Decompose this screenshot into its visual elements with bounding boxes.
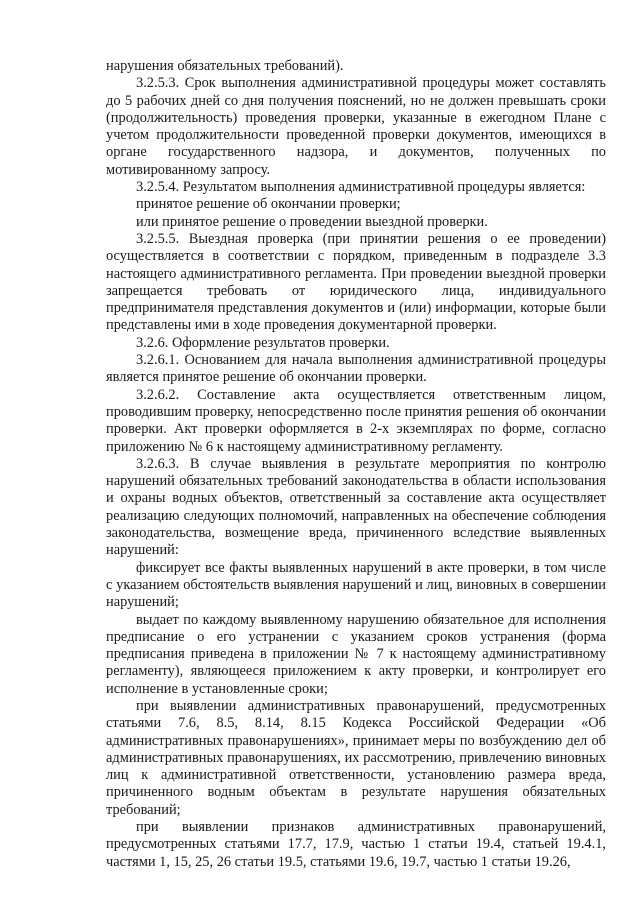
paragraph: или принятое решение о проведении выездной проверки. <box>136 213 488 230</box>
paragraph: 3.2.5.4. Результатом выполнения административной процедуры является: <box>136 179 586 196</box>
paragraph: 3.2.5.3. Срок выполнения административной процедуры может составлять до 5 рабочих дней со дня получения пояснений, но не должен превышать сроки (продолжительность) проведения проверки, указанные в ежегодном Плане с учетом продолжительности проведенной проверки документов, имеющихся в органе государственного надзора, и документов, полученных по мотивированному запросу. <box>106 75 606 178</box>
section-heading: 3.2.6. Оформление результатов проверки. <box>136 334 390 351</box>
paragraph: 3.2.6.3. В случае выявления в результате мероприятия по контролю нарушений обязательных требований законодательства в области использования и охраны водных объектов, ответственный за составление акта осуществляет реализацию следующих полномочий, направленных на обеспечение соблюдения законодательства, возмещение вреда, причиненного вследствие выявленных нарушений: <box>106 455 606 559</box>
list-paragraph: фиксирует все факты выявленных нарушений в акте проверки, в том числе с указанием обстоятельств выявления нарушений и лиц, виновных в совершении нарушений; <box>106 559 606 611</box>
paragraph: 3.2.5.5. Выездная проверка (при принятии решения о ее проведении) осуществляется в соответствии с порядком, приведенным в подразделе 3.3 настоящего административного регламента. При проведении выездной проверки запрещается требовать от юридического лица, индивидуального предпринимателя представления документов и (или) информации, которые были представлены ими в ходе проведения документарной проверки. <box>106 230 606 334</box>
list-paragraph: выдает по каждому выявленному нарушению обязательное для исполнения предписание о его устранении с указанием сроков устранения (форма предписания приведена в приложении № 7 к настоящему административному регламенту), являющееся приложением к акту проверки, и контролирует его исполнение в установленные сроки; <box>106 611 606 697</box>
document-page <box>106 58 606 871</box>
paragraph: 3.2.6.2. Составление акта осуществляется ответственным лицом, проводившим проверку, непосредственно после принятия решения об окончании проверки. Акт проверки оформляется в 2-х экземплярах по форме, согласно приложению № 6 к настоящему административному регламенту. <box>106 386 606 455</box>
paragraph: принятое решение об окончании проверки; <box>136 196 401 213</box>
paragraph: нарушения обязательных требований). <box>106 58 344 74</box>
list-paragraph: при выявлении административных правонарушений, предусмотренных статьями 7.6, 8.5, 8.14, 8.15 Кодекса Российской Федерации «Об административных правонарушениях», принимает меры по возбуждению дел об административных правонарушениях, их рассмотрению, привлечению виновных лиц к административной ответственности, установлению размера вреда, причиненного водным объектам в результате нарушения обязательных требований; <box>106 697 606 818</box>
paragraph: 3.2.6.1. Основанием для начала выполнения административной процедуры является принятое решение об окончании проверки. <box>106 352 606 386</box>
list-paragraph: при выявлении признаков административных правонарушений, предусмотренных статьями 17.7, 17.9, частью 1 статьи 19.4, статьей 19.4.1, частями 1, 15, 25, 26 статьи 19.5, статьями 19.6, 19.7, частью 1 статьи 19.26, <box>106 819 606 870</box>
